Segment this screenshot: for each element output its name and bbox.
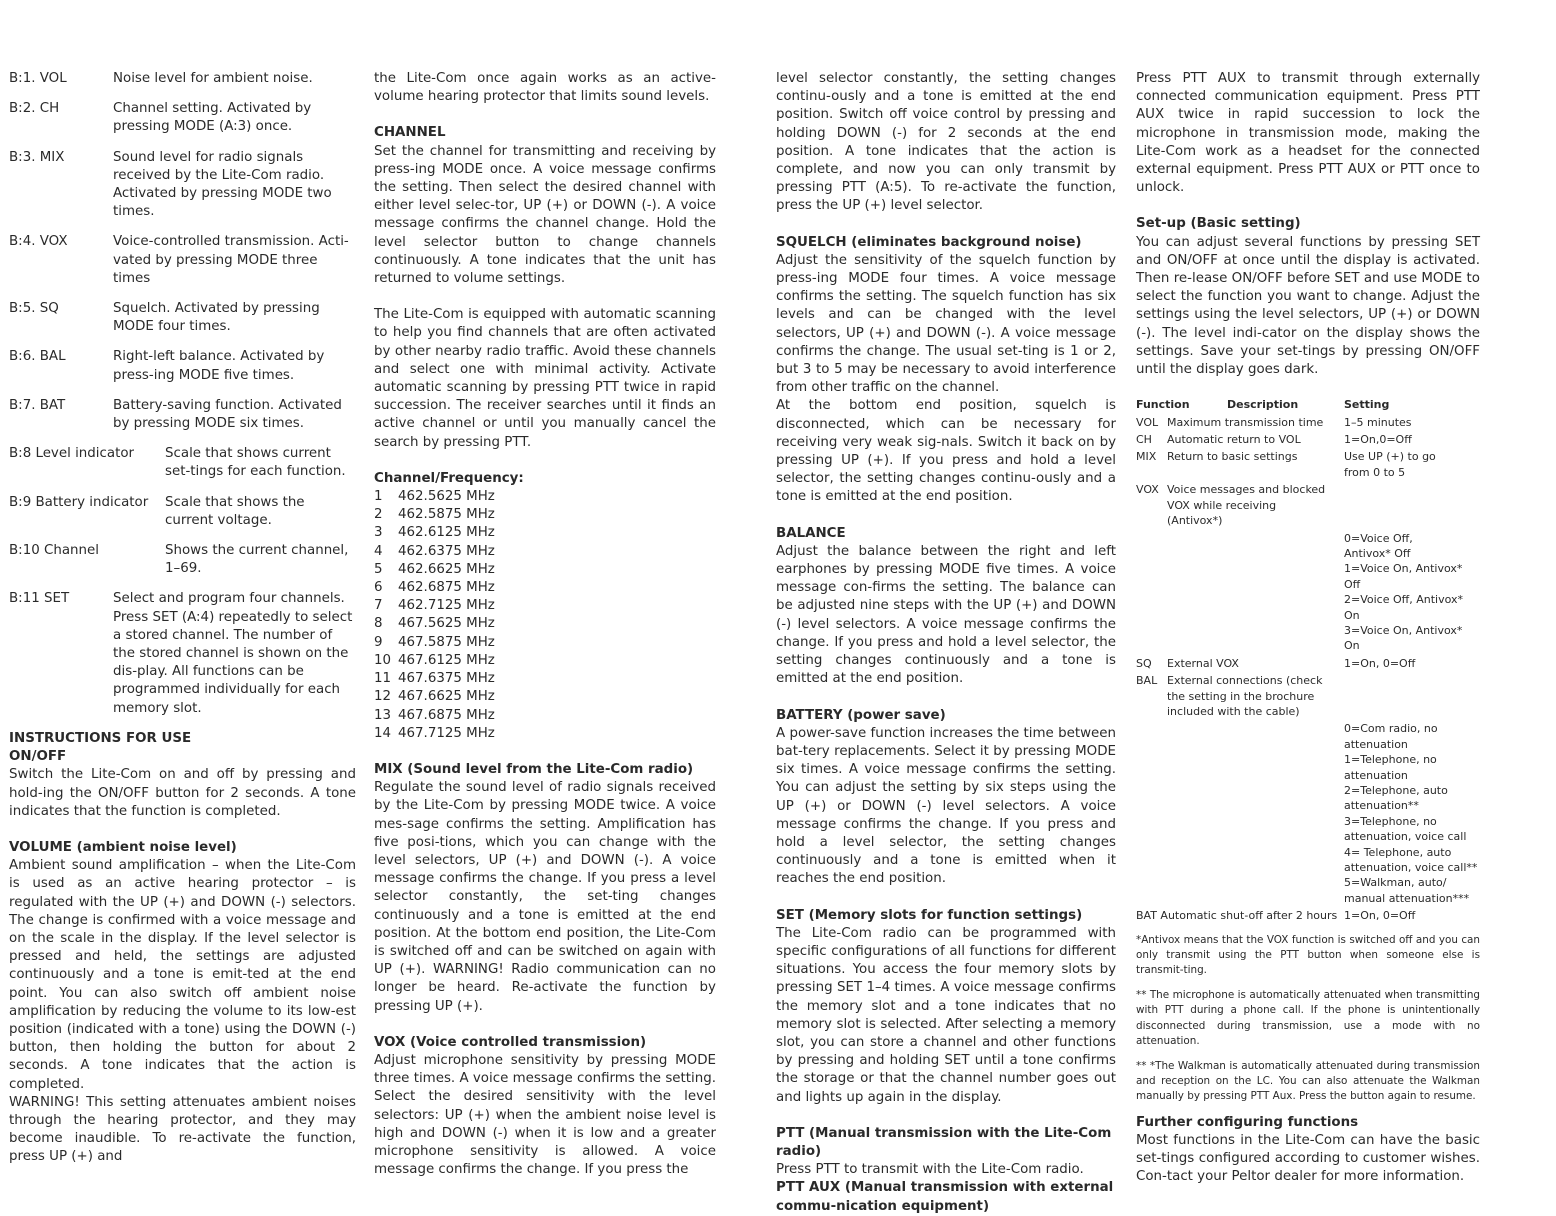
b-item-key: B:3. MIX <box>9 149 65 165</box>
footnote-1: *Antivox means that the VOX function is switched off and you can only transmit using the PTT button when someone else is transmit-ting. <box>1136 933 1480 977</box>
channel-number: 5 <box>374 561 383 577</box>
table-cell-setting <box>1344 531 1480 654</box>
table-cell-setting <box>1344 432 1480 447</box>
channel-frequency: 462.6375 MHz <box>398 543 495 559</box>
table-cell-function: VOL <box>1136 415 1159 429</box>
b-item-text-line: Select and program four channels. Press SET (A:4) repeatedly to select a stored channel. The number of the stored channel is shown on the dis-play. All functions can be programmed individually for each memory slot. <box>113 591 353 716</box>
table-cell-setting <box>1344 449 1480 480</box>
channel-number: 1 <box>374 489 383 505</box>
b-item <box>9 542 356 578</box>
set-heading: SET (Memory slots for function settings) <box>776 907 1083 923</box>
frequency-heading: Channel/Frequency: <box>374 470 524 486</box>
table-cell-setting <box>1344 721 1480 906</box>
b-item <box>9 300 356 336</box>
table-cell-function <box>1136 721 1167 906</box>
setup-text: You can adjust several functions by pressing SET and ON/OFF at once until the display is activated. Then re-lease ON/OFF before SET and use MODE to select the function you want to change. Adjust the settings using the level selectors, UP (+) or DOWN (-). The level indi-cator on the display shows the settings. Save your set-tings by pressing ON/OFF until the display goes dark. <box>1136 234 1480 378</box>
channel-text: Set the channel for transmitting and receiving by press-ing MODE once. A voice message confirms the setting. Then select the desired channel with either level selec-tor, UP (+) or DOWN (-). A voice message confirms the channel change. Hold the level selector button to change channels continuously. A tone indicates that the unit has returned to volume settings. <box>374 143 716 287</box>
table-cell-setting <box>1344 482 1480 528</box>
header-description: Description <box>1227 398 1299 412</box>
frequency-row <box>374 670 716 688</box>
channel-number: 14 <box>374 725 392 741</box>
footnote-3: ** *The Walkman is automatically attenuated during transmission and reception on the LC. You can also attenuate the Walkman manually by pressing PTT Aux. Press the button again to resume. <box>1136 1059 1480 1103</box>
b-item-text <box>113 149 356 222</box>
column-3 <box>776 70 1116 1216</box>
pttaux-text: Press PTT AUX to transmit through externally connected communication equipment. Press PTT AUX twice in rapid succession to lock the microphone in transmission mode, making the Lite-Com work as a headset for the connected external equipment. Press PTT AUX or PTT once to unlock. <box>1136 71 1480 196</box>
setting-line: 1=On,0=Off <box>1344 433 1412 447</box>
channel-number: 4 <box>374 543 383 559</box>
table-row <box>1136 721 1480 906</box>
frequency-row <box>374 688 716 706</box>
bat-setting: 1=On, 0=Off <box>1344 909 1416 923</box>
setting-line: attenuation <box>1344 768 1408 782</box>
frequency-row <box>374 524 716 542</box>
table-cell-function: CH <box>1136 433 1152 447</box>
balance-heading: BALANCE <box>776 525 846 541</box>
b-item-text <box>113 233 356 288</box>
b-item-text-line: Voice-controlled transmission. Acti-vated by pressing MODE three times <box>113 234 349 286</box>
onoff-text: Switch the Lite-Com on and off by pressing and hold-ing the ON/OFF button for 2 seconds. A tone indicates that the function is completed. <box>9 767 356 819</box>
volume-text: Ambient sound amplification – when the Lite-Com is used as an active hearing protector – is regulated with the UP (+) and DOWN (-) selectors. The change is confirmed with a voice message and on the scale in the display. If the level selector is pressed and held, the settings are adjusted continuously and a tone is emit-ted at the end point. You can also switch off ambient noise amplification by reducing the volume to its low-est position (indicated with a tone) using the DOWN (-) button, then holding the button for about 2 seconds. A tone indicates that the action is completed. <box>9 858 356 1092</box>
b-item-text-line: Squelch. Activated by pressing MODE four times. <box>113 301 320 335</box>
setting-line: Antivox* Off <box>1344 546 1411 560</box>
settings-table-body <box>1136 415 1480 907</box>
table-cell-description: Voice messages and blocked VOX while receiving (Antivox*) <box>1167 483 1326 528</box>
b-item-key: B:10 Channel <box>9 543 99 559</box>
channel-frequency: 462.5875 MHz <box>398 507 495 523</box>
table-row <box>1136 482 1480 528</box>
table-cell-function: MIX <box>1136 450 1157 464</box>
frequency-row <box>374 615 716 633</box>
onoff-heading: ON/OFF <box>9 749 67 765</box>
b-item-text <box>165 445 356 481</box>
table-cell-function: VOX <box>1136 483 1159 497</box>
b-item <box>9 445 356 481</box>
b-item-text-line: Scale that shows the current voltage. <box>165 494 305 528</box>
frequency-list <box>374 488 716 743</box>
channel-frequency: 462.7125 MHz <box>398 598 495 614</box>
frequency-row <box>374 561 716 579</box>
channel-number: 2 <box>374 507 383 523</box>
b-item-key: B:6. BAL <box>9 349 66 365</box>
frequency-row <box>374 652 716 670</box>
header-setting: Setting <box>1344 398 1390 412</box>
channel-number: 6 <box>374 580 383 596</box>
b-item-text-line: Battery-saving function. Activated by pressing MODE six times. <box>113 397 342 432</box>
b-item-key: B:2. CH <box>9 101 60 117</box>
channel-frequency: 467.6125 MHz <box>398 652 495 668</box>
table-cell-description: Maximum transmission time <box>1167 415 1324 429</box>
b-item-text <box>113 70 356 88</box>
table-cell-description <box>1167 721 1344 906</box>
b-item <box>9 590 356 717</box>
table-cell-description: External connections (check the setting in the brochure included with the cable) <box>1167 674 1323 718</box>
b-item-text-line: Noise level for ambient noise. <box>113 71 313 86</box>
channel-frequency: 467.5875 MHz <box>398 634 495 650</box>
b-item-text-line: Shows the current channel, 1–69. <box>165 543 349 577</box>
vox-text: Adjust microphone sensitivity by pressing MODE three times. A voice message confirms the setting. Select the desired sensitivity with the level selectors: UP (+) when the ambient noise level is high and DOWN (-) when it is low and a greater microphone sensitivity is allowed. A voice message confirms the change. If you press the <box>374 1052 716 1178</box>
setting-line: attenuation** <box>1344 799 1419 813</box>
table-cell-setting <box>1344 673 1480 719</box>
channel-frequency: 462.6875 MHz <box>398 580 495 596</box>
ptt-heading: PTT (Manual transmission with the Lite-Com radio) <box>776 1125 1112 1159</box>
balance-text: Adjust the balance between the right and left earphones by pressing MODE five times. A voice message con-firms the setting. The balance can be adjusted nine steps with the UP (+) and DOWN (-) level selectors. A voice message confirms the change. If you press and hold a level selector, the setting changes continuously and a tone is emitted at the end position. <box>776 543 1116 687</box>
channel-frequency: 467.7125 MHz <box>398 725 495 741</box>
frequency-row <box>374 579 716 597</box>
b-item-key: B:11 SET <box>9 591 70 607</box>
b-item-key: B:1. VOL <box>9 71 67 86</box>
b-item-text <box>113 348 356 384</box>
b-item <box>9 397 356 433</box>
setting-line: 1=On, 0=Off <box>1344 656 1416 670</box>
col3-intro: level selector constantly, the setting changes continu-ously and a tone is emitted at the end position. Switch off voice control by pressing and holding DOWN (-) for 2 seconds at the end position. A tone indicates that the action is complete, and now you can only transmit by pressing PTT (A:5). To re-activate the function, press the UP (+) level selector. <box>776 71 1116 214</box>
b-item-text-line: Right-left balance. Activated by press-ing MODE five times. <box>113 349 325 383</box>
channel-heading: CHANNEL <box>374 125 446 141</box>
battery-text: A power-save function increases the time between bat-tery replacements. Select it by pressing MODE six times. A voice message confirms the setting. You can adjust the setting by six steps using the UP (+) or DOWN (-) level selectors. A voice message confirms the change. If you press and hold a level selector, the setting changes continuously and a tone is emitted when it reaches the end position. <box>776 725 1116 887</box>
warning-text: WARNING! This setting attenuates ambient noises through the hearing protector, and they may become inaudible. To re-activate the function, press UP (+) and <box>9 1094 356 1165</box>
b-item <box>9 233 356 288</box>
setting-line: 2=Telephone, auto <box>1344 784 1448 797</box>
table-cell-function: BAL <box>1136 674 1158 688</box>
setting-line: 5=Walkman, auto/ <box>1344 876 1447 890</box>
channel-frequency: 467.6875 MHz <box>398 707 495 723</box>
b-item-text-line: Activated by pressing MODE two times. <box>113 186 332 220</box>
channel-number: 7 <box>374 598 383 614</box>
b-item-key: B:8 Level indicator <box>9 446 135 462</box>
squelch-heading: SQUELCH (eliminates background noise) <box>776 234 1082 250</box>
b-item-list <box>9 70 356 718</box>
b-item <box>9 494 356 530</box>
table-row <box>1136 531 1480 654</box>
table-row <box>1136 673 1480 719</box>
column-1 <box>9 70 356 1167</box>
setting-line: attenuation, voice call <box>1344 830 1467 844</box>
further-heading: Further configuring functions <box>1136 1114 1359 1130</box>
vox-heading: VOX (Voice controlled transmission) <box>374 1034 647 1050</box>
setting-line: from 0 to 5 <box>1344 465 1406 479</box>
b-item <box>9 348 356 384</box>
instructions-heading: INSTRUCTIONS FOR USE <box>9 730 192 746</box>
table-row <box>1136 415 1480 430</box>
channel-frequency: 462.6125 MHz <box>398 525 495 541</box>
table-cell-function <box>1136 531 1167 654</box>
b-item <box>9 70 356 88</box>
table-row <box>1136 656 1480 671</box>
table-cell-description: Return to basic settings <box>1167 450 1298 464</box>
squelch-text-2: At the bottom end position, squelch is disconnected, which can be necessary for receiving very weak sig-nals. Switch it back on by pressing UP (+). If you press and hold a level selector, the setting changes continu-ously and a tone is emitted at the end position. <box>776 398 1116 505</box>
b-item-text <box>113 397 356 433</box>
setting-line: 1=Telephone, no <box>1344 753 1437 767</box>
settings-table-header <box>1136 397 1480 412</box>
frequency-row <box>374 506 716 524</box>
table-cell-description: Automatic return to VOL <box>1167 433 1301 447</box>
setting-line: 2=Voice Off, Antivox* On <box>1344 593 1463 622</box>
setting-line: 4= Telephone, auto <box>1344 845 1452 859</box>
b-item <box>9 149 356 222</box>
table-cell-setting <box>1344 656 1480 671</box>
b-item-text <box>113 100 356 136</box>
setup-heading: Set-up (Basic setting) <box>1136 216 1301 232</box>
setting-line: Use UP (+) to go <box>1344 450 1436 464</box>
ptt-text: Press PTT to transmit with the Lite-Com radio. <box>776 1162 1084 1178</box>
column-4 <box>1136 70 1480 1187</box>
setting-line: 0=Com radio, no <box>1344 722 1438 736</box>
frequency-row <box>374 597 716 615</box>
frequency-row <box>374 707 716 725</box>
further-text: Most functions in the Lite-Com can have the basic set-tings configured according to customer wishes. Con-tact your Peltor dealer for more information. <box>1136 1132 1480 1185</box>
channel-frequency: 467.5625 MHz <box>398 616 495 632</box>
table-cell-setting <box>1344 415 1480 430</box>
setting-line: 3=Telephone, no <box>1344 814 1437 828</box>
b-item <box>9 100 356 136</box>
mix-heading: MIX (Sound level from the Lite-Com radio) <box>374 761 694 777</box>
channel-frequency: 462.6625 MHz <box>398 561 495 577</box>
frequency-row <box>374 634 716 652</box>
channel-number: 9 <box>374 634 383 650</box>
setting-line: 3=Voice On, Antivox* On <box>1344 623 1463 653</box>
channel-frequency: 467.6375 MHz <box>398 671 495 687</box>
bat-label: BAT Automatic shut-off after 2 hours <box>1136 909 1338 923</box>
frequency-row <box>374 543 716 561</box>
footnote-2: ** The microphone is automatically attenuated when transmitting with PTT during a phone call. If the phone is unintentionally disconnected during transmission, use a mode with no attenuation. <box>1136 988 1480 1048</box>
setting-line: attenuation, voice call** <box>1344 861 1478 875</box>
volume-heading: VOLUME (ambient noise level) <box>9 839 237 855</box>
set-text: The Lite-Com radio can be programmed with specific configurations of all functions for different situations. You access the four memory slots by pressing SET 1–4 times. A voice message confirms the memory slot and a tone indicates that no memory slot is selected. After selecting a memory slot, you can store a channel and other functions by pressing and holding SET until a tone confirms the storage or that the channel number goes out and lights up again in the display. <box>776 925 1116 1105</box>
channel-number: 3 <box>374 525 383 541</box>
frequency-row <box>374 488 716 506</box>
settings-table <box>1136 397 1480 923</box>
table-cell-description <box>1167 531 1344 654</box>
channel-frequency: 462.5625 MHz <box>398 489 495 505</box>
table-row <box>1136 449 1480 480</box>
col2-intro: the Lite-Com once again works as an active-volume hearing protector that limits sound levels. <box>374 71 716 105</box>
b-item-key: B:9 Battery indicator <box>9 494 149 510</box>
b-item-text <box>165 542 356 578</box>
mix-text: Regulate the sound level of radio signals received by the Lite-Com by pressing MODE twice. A voice mes-sage confirms the setting. Amplification has five posi-tions, which you can change with the level selectors, UP (+) and DOWN (-). A voice message confirms the change. If you press a level selector constantly, the set-ting changes continuously and a tone is emitted at the end position. At the bottom end position, the Lite-Com is switched off and can be switched on again with UP (+). WARNING! Radio communication can no longer be heard. Re-activate the function by pressing UP (+). <box>374 780 716 1014</box>
channel-frequency: 467.6625 MHz <box>398 689 495 705</box>
battery-heading: BATTERY (power save) <box>776 707 946 723</box>
channel-number: 13 <box>374 707 392 723</box>
channel-number: 10 <box>374 652 392 668</box>
table-row-bat <box>1136 908 1480 923</box>
b-item-text <box>165 494 356 530</box>
table-cell-function: SQ <box>1136 656 1152 670</box>
table-cell-description: External VOX <box>1167 656 1239 670</box>
setting-line: 1=Voice On, Antivox* Off <box>1344 562 1463 591</box>
column-2 <box>374 70 716 1179</box>
setting-line: 1–5 minutes <box>1344 415 1412 429</box>
table-row <box>1136 432 1480 447</box>
squelch-text: Adjust the sensitivity of the squelch function by press-ing MODE four times. A voice message confirms the setting. The squelch function has six levels and can be changed with the level selectors, UP (+) and DOWN (-). A voice message confirms the change. The usual set-ting is 1 or 2, but 3 to 5 may be necessary to avoid interference from other traffic on the channel. <box>776 252 1116 396</box>
setting-line: 0=Voice Off, <box>1344 531 1413 545</box>
channel-number: 11 <box>374 671 392 687</box>
b-item-text <box>113 590 356 717</box>
setting-line: manual attenuation*** <box>1344 891 1470 905</box>
b-item-key: B:5. SQ <box>9 301 59 317</box>
b-item-text-line: Channel setting. Activated by pressing MODE (A:3) once. <box>113 101 312 135</box>
b-item-text <box>113 300 356 336</box>
b-item-key: B:7. BAT <box>9 397 66 413</box>
channel-number: 12 <box>374 689 392 705</box>
scan-text: The Lite-Com is equipped with automatic scanning to help you find channels that are often activated by other nearby radio traffic. Avoid these channels and select one with minimal activity. Activate automatic scanning by pressing PTT twice in rapid succession. The receiver searches until it finds an active channel or until you manually cancel the search by pressing PTT. <box>374 307 716 450</box>
setting-line: attenuation <box>1344 737 1408 751</box>
b-item-key: B:4. VOX <box>9 234 68 250</box>
header-function: Function <box>1136 398 1190 412</box>
channel-number: 8 <box>374 616 383 632</box>
b-item-text-line: Sound level for radio signals received by the Lite-Com radio. <box>113 149 325 183</box>
b-item-text-line: Scale that shows current set-tings for each function. <box>165 446 346 480</box>
pttaux-heading: PTT AUX (Manual transmission with external commu-nication equipment) <box>776 1180 1114 1214</box>
frequency-row <box>374 725 716 743</box>
